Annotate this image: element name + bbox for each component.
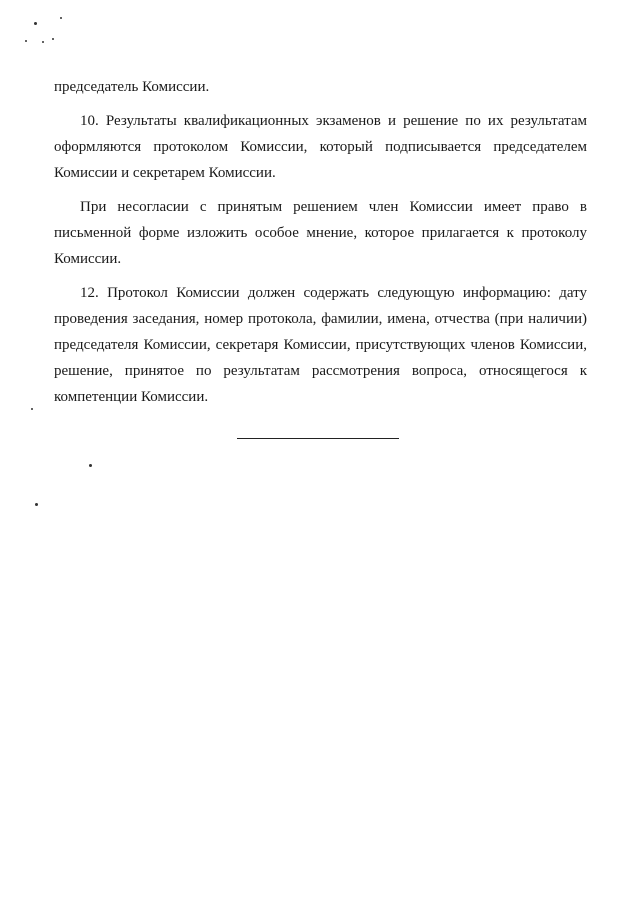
- scan-speck: [25, 40, 27, 42]
- scan-speck: [35, 503, 38, 506]
- scan-speck: [89, 464, 92, 467]
- scan-speck: [31, 408, 33, 410]
- paragraph-item-12: 12. Протокол Комиссии должен содержать следующую информацию: дату проведения заседания, номер протокола, фамилии, имена, отчества (при наличии) председателя Комиссии, секретаря Комиссии, присутствующих членов Комиссии, решение, принятое по результатам рассмотрения вопроса, относящегося к компетенции Комиссии.: [54, 285, 587, 405]
- scan-speck: [34, 22, 37, 25]
- document-body: [54, 74, 587, 410]
- paragraph-dissent: При несогласии с принятым решением член Комиссии имеет право в письменной форме изложить особое мнение, которое прилагается к протоколу Комиссии.: [54, 199, 587, 267]
- scan-speck: [60, 17, 62, 19]
- paragraph-continuation: председатель Комиссии.: [54, 79, 210, 95]
- scan-speck: [52, 38, 54, 40]
- end-divider-line: [237, 438, 399, 439]
- paragraph-item-10: 10. Результаты квалификационных экзаменов и решение по их результатам оформляются протоколом Комиссии, который подписывается председателем Комиссии и секретарем Комиссии.: [54, 113, 587, 181]
- scan-speck: [42, 41, 44, 43]
